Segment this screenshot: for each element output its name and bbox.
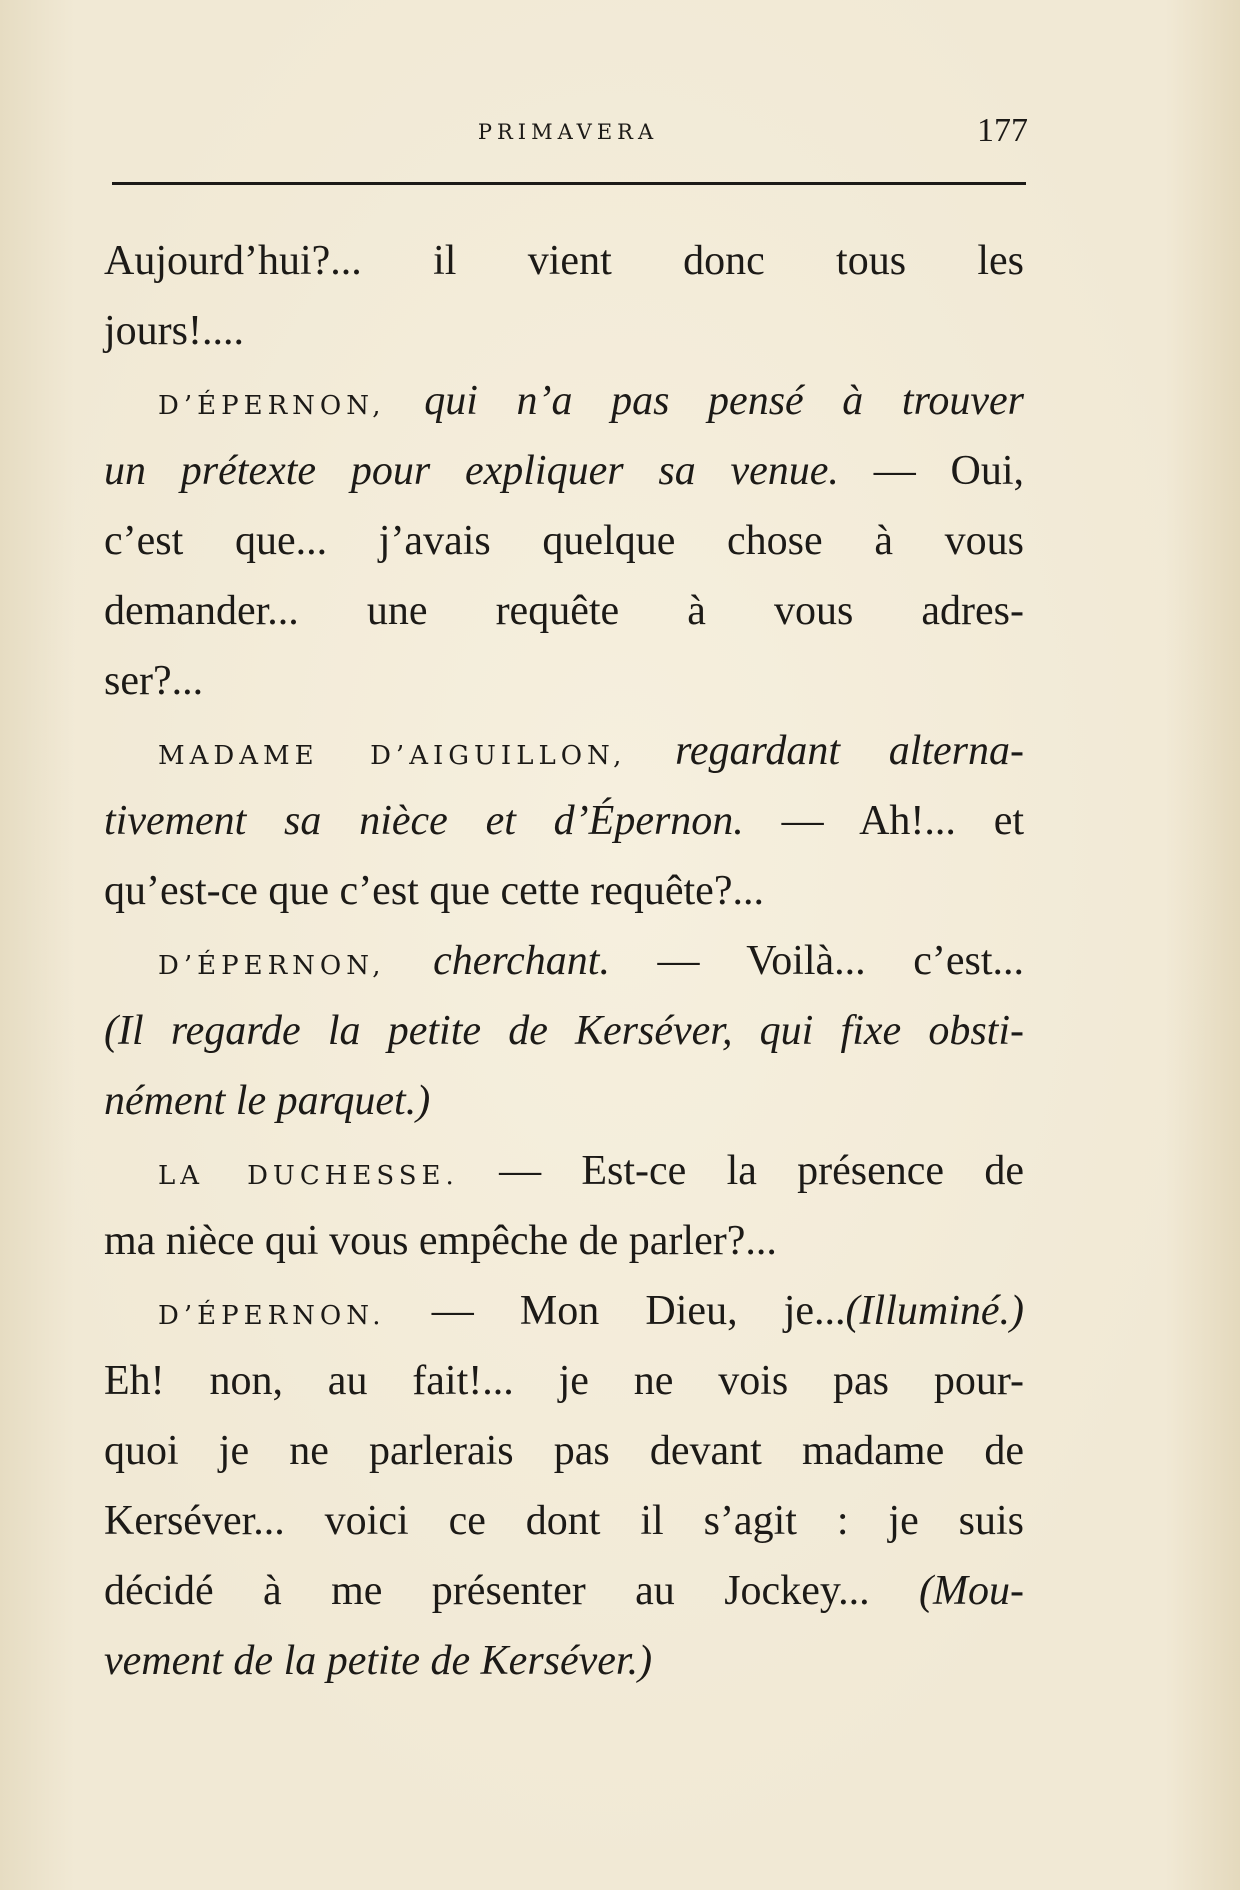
speech-line xyxy=(104,1556,1024,1626)
dialogue-line xyxy=(104,436,1024,506)
speech-text: décidé à me présenter au Jockey... xyxy=(104,1568,870,1614)
speaker-name: MADAME D’AIGUILLON, xyxy=(158,741,627,771)
speech-text: ser?... xyxy=(104,658,204,704)
page-number: 177 xyxy=(977,112,1028,149)
speech-line xyxy=(104,506,1024,576)
word: tous xyxy=(836,238,907,284)
speech-text: c’est que... j’avais quelque chose à vous xyxy=(104,518,1024,564)
speech-text: — Mon Dieu, je... xyxy=(431,1288,846,1334)
speech-line xyxy=(104,1486,1024,1556)
dialogue-line xyxy=(104,926,1024,996)
stage-direction: un prétexte pour expliquer sa venue. xyxy=(104,448,839,494)
speaker-name: LA DUCHESSE. xyxy=(158,1161,459,1191)
word: il xyxy=(433,238,457,284)
stage-direction: (Mou- xyxy=(919,1568,1024,1614)
speech-text: qu’est-ce que c’est que cette requête?... xyxy=(104,868,764,914)
speech-line xyxy=(104,1416,1024,1486)
speech-line xyxy=(104,1206,1024,1276)
speech-text: Kerséver... voici ce dont il s’agit : je suis xyxy=(104,1498,1024,1544)
running-head: PRIMAVERA xyxy=(477,120,659,144)
header-rule xyxy=(112,182,1026,185)
speech-text: quoi je ne parlerais pas devant madame de xyxy=(104,1428,1024,1474)
speech-text: ma nièce qui vous empêche de parler?... xyxy=(104,1218,777,1264)
stage-direction: (Il regarde la petite de Kerséver, qui fixe obsti- xyxy=(104,1008,1024,1054)
stage-direction: regardant alterna- xyxy=(675,728,1025,774)
speaker-name: D’ÉPERNON. xyxy=(158,1301,386,1331)
text-line xyxy=(104,296,1024,366)
word: jours!.... xyxy=(104,308,244,354)
speech-line xyxy=(104,576,1024,646)
speaker-name: D’ÉPERNON, xyxy=(158,951,386,981)
stage-direction-line xyxy=(104,1066,1024,1136)
speech-line xyxy=(104,856,1024,926)
stage-direction: qui n’a pas pensé à trouver xyxy=(424,378,1024,424)
word: les xyxy=(977,238,1025,284)
speech-text: — Ah!... et xyxy=(781,798,1025,844)
stage-direction: (Illuminé.) xyxy=(845,1288,1024,1334)
speech-line xyxy=(104,646,1024,716)
dialogue-line xyxy=(104,716,1024,786)
stage-direction: vement de la petite de Kerséver.) xyxy=(104,1638,653,1684)
word: vient xyxy=(527,238,612,284)
dialogue-line xyxy=(104,786,1024,856)
dialogue-line xyxy=(104,366,1024,436)
text-line xyxy=(104,226,1024,296)
stage-direction: nément le parquet.) xyxy=(104,1078,431,1124)
stage-direction-line xyxy=(104,1626,1024,1696)
stage-direction: tivement sa nièce et d’Épernon. xyxy=(104,798,744,844)
stage-direction-line xyxy=(104,996,1024,1066)
speech-text: demander... une requête à vous adres- xyxy=(104,588,1024,634)
word: Aujourd’hui?... xyxy=(104,238,362,284)
speech-text: — Est-ce la présence de xyxy=(499,1148,1024,1194)
word: donc xyxy=(683,238,765,284)
body-text xyxy=(104,226,1024,1696)
speech-line xyxy=(104,1346,1024,1416)
stage-direction: cherchant. xyxy=(433,938,610,984)
speech-text: — Voilà... c’est... xyxy=(657,938,1024,984)
dialogue-line xyxy=(104,1276,1024,1346)
speaker-name: D’ÉPERNON, xyxy=(158,391,386,421)
dialogue-line xyxy=(104,1136,1024,1206)
speech-text: Eh! non, au fait!... je ne vois pas pour- xyxy=(104,1358,1024,1404)
speech-text: — Oui, xyxy=(873,448,1025,494)
page-header xyxy=(108,112,1028,152)
